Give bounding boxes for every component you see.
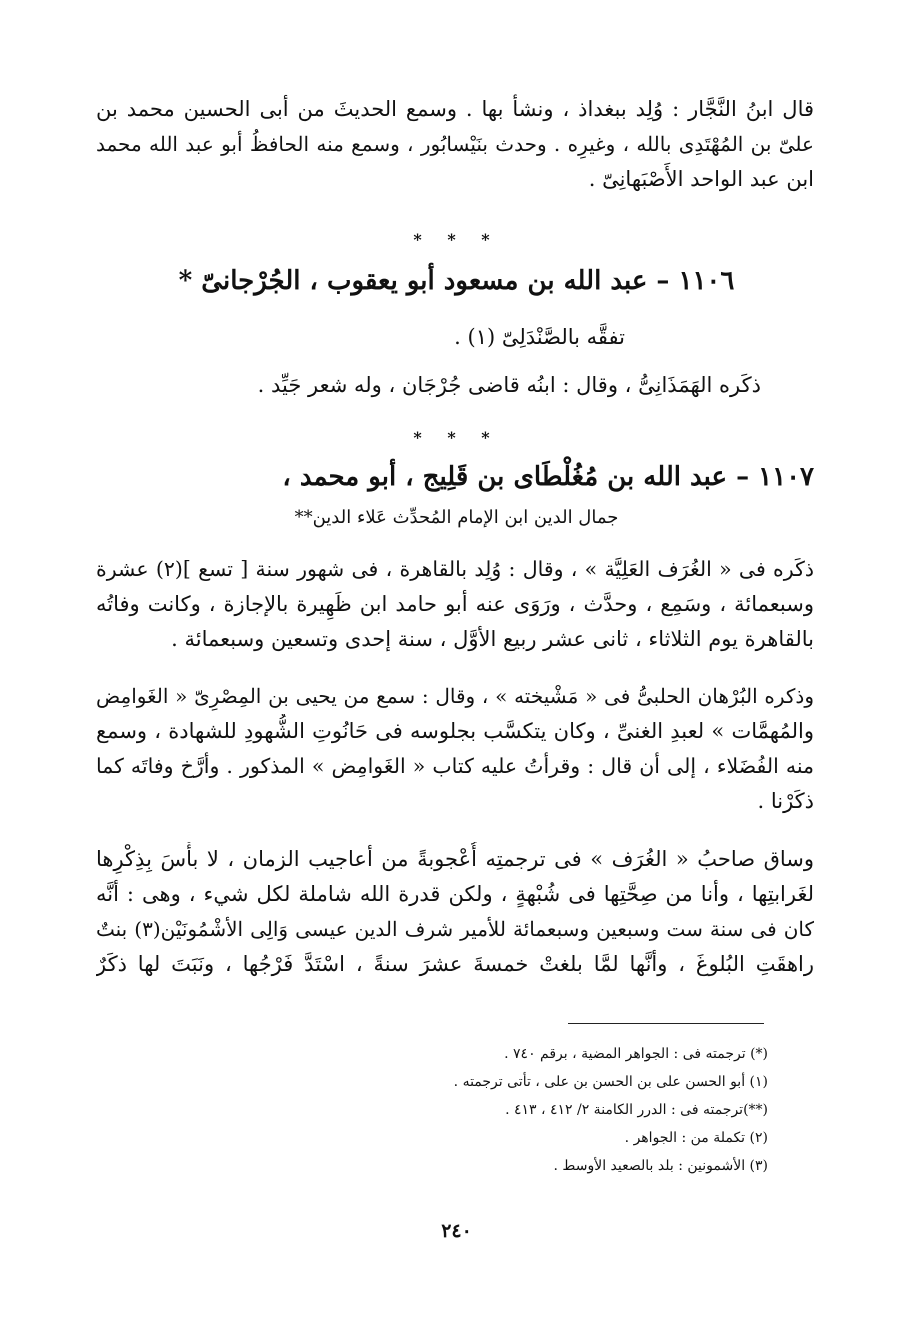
entry-1106-line: ذكَره الهَمَذَانِىُّ ، وقال : ابنُه قاضى جُرْجَان ، وله شعر جَيِّد . [257,373,761,397]
text-line: راهقَتِ البُلوغَ ، وأنَّها لمَّا بلغتْ خمسةَ عشرَ سنةً ، اسْتَدَّ فَرْجُها ، ونَبَتَ لها ذكَرٌ [96,952,814,976]
text-line: لغَرابتِها ، وأنا من صِحَّتِها فى شُبْهةٍ ، ولكن قدرة الله شاملة لكل شيء ، وهى : أنَّه [96,882,814,906]
footnote: (*) ترجمته فى : الجواهر المضية ، برقم ٧٤٠ . [504,1046,768,1062]
footnote: (٣) الأشمونين : بلد بالصعيد الأوسط . [553,1158,768,1174]
text-line: والمُهمَّات » لعبدِ الغنىِّ ، وكان يتكسَّب بجلوسه فى حَانُوتِ الشُّهودِ للشهادة ، وسمع [96,719,814,743]
text-line: وساق صاحبُ « الغُرَف » فى ترجمتِه أُعْجوبةً من أعاجيب الزمان ، لا بأْسَ بِذِكْرِها [96,847,814,871]
text-line: بالقاهرة يوم الثلاثاء ، ثانى عشر ربيع الأوَّل ، سنة إحدى وتسعين وسبعمائة . [171,627,814,651]
text-line: منه الفُضَلاء ، إلى أن قال : وقرأتُ عليه كتاب « الغَوامِض » المذكور . وأرَّخ وفاتَه كما [96,754,814,778]
footnote-separator [568,1023,764,1024]
text-line: ذكَره فى « الغُرَف العَلِيَّة » ، وقال : وُلِد بالقاهرة ، فى شهور سنة [ تسع ](٢) عشرة [96,557,814,581]
footnotes [200,1040,768,1180]
page-number: ٢٤٠ [441,1220,472,1242]
entry-1107-paragraph-3 [96,842,814,982]
section-separator: * * * [413,428,500,447]
text-line: ذكَرْنا . [757,789,814,813]
text-line: وسبعمائة ، وسَمِع ، وحدَّث ، ورَوَى عنه أبو حامد ابن ظَهِيرة بالإجازة ، وكانت وفاتُه [96,592,814,616]
entry-1107-paragraph-1 [96,552,814,657]
entry-1107-heading: ١١٠٧ – عبد الله بن مُغُلْطَاى بن قَلِيج ، أبو محمد ، [282,462,814,492]
footnote: (١) أبو الحسن على بن الحسن بن على ، تأتى ترجمته . [453,1074,768,1090]
text-line: كان فى سنة ست وسبعين وسبعمائة للأمير شرف الدين عيسى وَالِى الأشْمُونَيْن(٣) بنتٌ [96,917,814,941]
text-line: علىّ بن المُهْتَدِى بالله ، وغيرِه . وحدث بنَيْسابُور ، وسمع منه الحافظُ أبو عبد الله محمد [96,132,814,156]
entry-1106-heading: ١١٠٦ – عبد الله بن مسعود أبو يعقوب ، الجُرْجانىّ * [178,266,735,296]
section-separator: * * * [413,230,500,249]
footnote: (٢) تكملة من : الجواهر . [624,1130,768,1146]
footnote: (**)ترجمته فى : الدرر الكامنة ٢/ ٤١٢ ، ٤١٣ . [505,1102,768,1118]
text-line: وذكره البُرْهان الحلبىُّ فى « مَشْيخته » ، وقال : سمع من يحيى بن المِصْرِىّ « الغَوامِض [96,684,814,708]
entry-1107-paragraph-2 [96,679,814,819]
text-line: ابن عبد الواحد الأَصْبَهانِىّ . [588,167,814,191]
text-line: قال ابنُ النَّجَّار : وُلِد ببغداذ ، ونشأ بها . وسمع الحديثَ من أبى الحسين محمد بن [96,97,814,121]
entry-1106-line: تفقَّه بالصَّنْدَلِىّ (١) . [454,325,625,349]
intro-paragraph [96,92,814,197]
entry-1107-subheading: جمال الدين ابن الإمام المُحدِّث عَلاء الدين** [294,507,619,528]
